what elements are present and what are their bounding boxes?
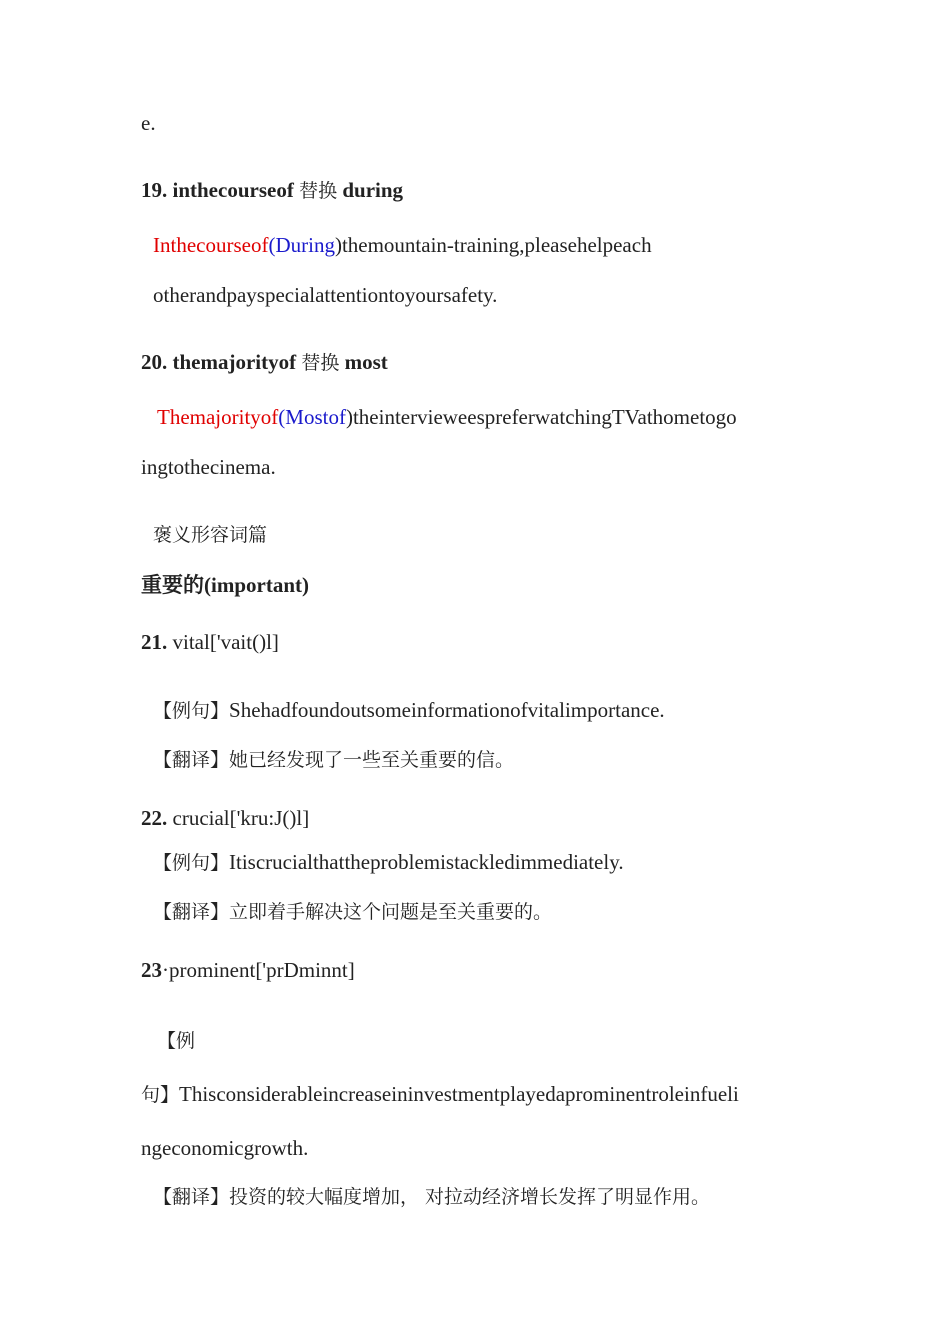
entry-21-example	[153, 697, 665, 724]
entry-22-translation	[153, 899, 552, 925]
entry-21-translation	[153, 747, 514, 773]
subsection-title: 重要的(important)	[141, 573, 309, 597]
entry-19-example-line2: otherandpayspecialattentiontoyoursafety.	[153, 283, 498, 307]
entry-20-example-line2: ingtothecinema.	[141, 455, 276, 479]
example-text: Itiscrucialthattheproblemistackledimmediately.	[229, 850, 624, 874]
entry-23-example-line2: ngeconomicgrowth.	[141, 1136, 309, 1160]
example-rest: )themountain-training,pleasehelpeach	[334, 233, 652, 257]
entry-23-example-tag-open: 【例	[157, 1030, 196, 1052]
example-original-phrase: Themajorityof	[157, 405, 279, 429]
entry-23-heading	[141, 957, 355, 983]
entry-19-heading	[141, 177, 403, 204]
example-text: Shehadfoundoutsomeinformationofvitalimportance.	[229, 698, 665, 722]
example-replacement-phrase: Mostof	[285, 405, 346, 429]
entry-connector: 替换	[299, 180, 338, 202]
entry-22-example	[153, 849, 624, 876]
entry-replacement: most	[344, 350, 388, 374]
example-tag-close: 句】	[141, 1084, 180, 1106]
entry-number: 23	[141, 958, 162, 982]
entry-term: inthecourseof	[172, 178, 294, 202]
translation-text: 立即着手解决这个问题是至关重要的。	[229, 901, 553, 923]
translation-tag: 【翻译】	[153, 749, 230, 771]
entry-20-heading	[141, 349, 388, 376]
translation-text: 投资的较大幅度增加， 对拉动经济增长发挥了明显作用。	[229, 1186, 711, 1208]
example-paren: (	[278, 405, 286, 429]
entry-22-heading	[141, 805, 309, 831]
entry-term: themajorityof	[172, 350, 297, 374]
entry-word: crucial['kru:J()l]	[172, 806, 310, 830]
entry-23-translation	[153, 1184, 710, 1210]
section-title: 褒义形容词篇	[153, 524, 268, 546]
entry-connector: 替换	[301, 352, 340, 374]
entry-word: vital['vait()l]	[172, 630, 279, 654]
entry-number: 20.	[141, 350, 168, 374]
translation-text: 她已经发现了一些至关重要的信。	[229, 749, 515, 771]
entry-number: 21.	[141, 630, 168, 654]
example-replacement-phrase: During	[275, 233, 335, 257]
entry-20-example-line1	[157, 404, 737, 430]
example-original-phrase: Inthecourseof	[153, 233, 269, 257]
entry-number: 19.	[141, 178, 168, 202]
example-rest: )theintervieweespreferwatchingTVathometogo	[345, 405, 737, 429]
entry-19-example-line1	[153, 232, 652, 258]
entry-23-example-line1	[141, 1081, 739, 1108]
translation-tag: 【翻译】	[153, 1186, 230, 1208]
entry-separator: ·	[162, 958, 169, 982]
example-tag: 【例句】	[153, 700, 230, 722]
fragment-text: e.	[141, 111, 156, 135]
entry-word: prominent['prDminnt]	[169, 958, 355, 982]
example-tag: 【例句】	[153, 852, 230, 874]
entry-number: 22.	[141, 806, 168, 830]
entry-replacement: during	[342, 178, 404, 202]
example-text: Thisconsiderableincreaseininvestmentplayedaprominentroleinfueli	[179, 1082, 739, 1106]
example-paren: (	[268, 233, 276, 257]
translation-tag: 【翻译】	[153, 901, 230, 923]
entry-21-heading	[141, 629, 279, 655]
